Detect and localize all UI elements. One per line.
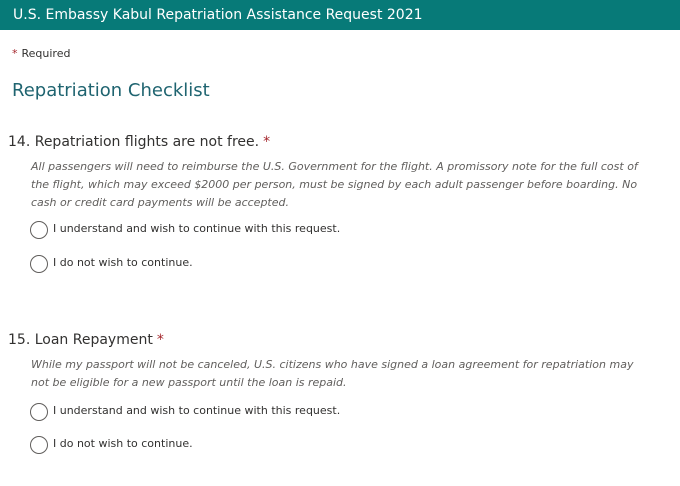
question-text: Repatriation flights are not free. bbox=[34, 134, 260, 150]
radio-button[interactable] bbox=[30, 221, 48, 239]
required-text: Required bbox=[21, 47, 71, 60]
option-understand-continue[interactable] bbox=[30, 403, 430, 421]
question-description: While my passport will not be canceled, U.S. citizens who have signed a loan agreement for repatriation may not be eligible for a new passport until the loan is repaid. bbox=[31, 358, 634, 389]
option-do-not-continue[interactable] bbox=[30, 255, 430, 273]
radio-button[interactable] bbox=[30, 403, 48, 421]
radio-button[interactable] bbox=[30, 255, 48, 273]
form-header bbox=[0, 0, 680, 30]
option-understand-continue[interactable] bbox=[30, 221, 430, 239]
option-do-not-continue[interactable] bbox=[30, 436, 430, 454]
option-label: I understand and wish to continue with this request. bbox=[53, 404, 341, 417]
required-star: * bbox=[156, 332, 164, 348]
required-note bbox=[12, 47, 70, 60]
form-title: U.S. Embassy Kabul Repatriation Assistance Request 2021 bbox=[13, 7, 423, 23]
section-title: Repatriation Checklist bbox=[12, 80, 210, 101]
required-star: * bbox=[263, 134, 271, 150]
question-title bbox=[8, 134, 270, 150]
radio-button[interactable] bbox=[30, 436, 48, 454]
option-label: I do not wish to continue. bbox=[53, 256, 193, 269]
question-text: Loan Repayment bbox=[34, 332, 153, 348]
option-label: I do not wish to continue. bbox=[53, 437, 193, 450]
required-star: * bbox=[12, 47, 18, 60]
option-label: I understand and wish to continue with this request. bbox=[53, 222, 341, 235]
question-number: 15. bbox=[8, 332, 31, 348]
question-description: All passengers will need to reimburse the U.S. Government for the flight. A promissory note for the full cost of the flight, which may exceed $2000 per person, must be signed by each adult passenger before boarding. No cash or credit card payments will be accepted. bbox=[31, 160, 638, 209]
question-number: 14. bbox=[8, 134, 31, 150]
question-title bbox=[8, 332, 164, 348]
